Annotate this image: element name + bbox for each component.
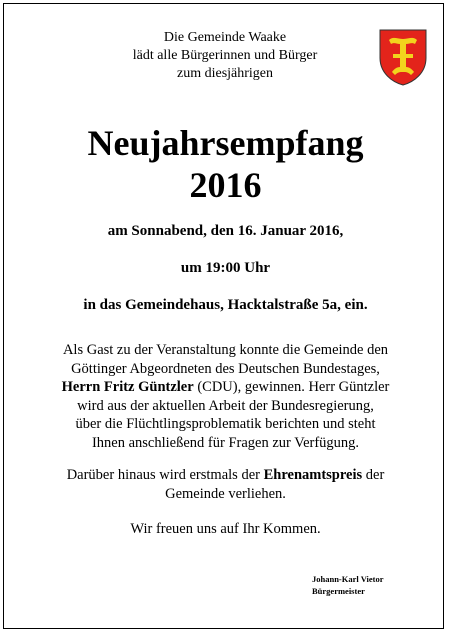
closing-line: Wir freuen uns auf Ihr Kommen. [130, 521, 321, 537]
intro-line-invites: lädt alle Bürgerinnen und Bürger [132, 48, 318, 63]
paragraph-line: Als Gast zu der Veranstaltung konnte die Gemeinde den [62, 342, 389, 358]
signatory-role: Bürgermeister [312, 586, 365, 596]
event-venue: in das Gemeindehaus, Hacktalstraße 5a, ein. [83, 297, 368, 313]
paragraph-line [0, 378, 451, 397]
coat-of-arms-icon [377, 27, 429, 87]
paragraph-line: wird aus der aktuellen Arbeit der Bundesregierung, [77, 397, 374, 414]
event-date: am Sonnabend, den 16. Januar 2016, [107, 223, 344, 239]
intro-line-annual: zum diesjährigen [176, 66, 274, 81]
signatory-name: Johann-Karl Vietor [312, 574, 384, 584]
paragraph-line: über die Flüchtlingsproblematik berichten und steht [75, 416, 376, 432]
paragraph-line: Gemeinde verliehen. [165, 485, 286, 502]
event-year: 2016 [189, 165, 262, 205]
paragraph-text: der [362, 467, 385, 483]
signature-block [312, 573, 384, 597]
event-time: um 19:00 Uhr [180, 260, 271, 276]
paragraph-line [0, 466, 451, 485]
invitation-intro [100, 29, 350, 83]
award-name: Ehrenamtspreis [263, 467, 363, 483]
guest-paragraph [0, 341, 451, 452]
paragraph-line: Göttinger Abgeordneten des Deutschen Bundestages, [71, 360, 380, 377]
paragraph-line: Ihnen anschließend für Fragen zur Verfügung. [91, 434, 360, 451]
intro-line-municipality: Die Gemeinde Waake [163, 30, 287, 45]
paragraph-text: Darüber hinaus wird erstmals der [66, 467, 264, 483]
paragraph-text: (CDU), gewinnen. Herr Güntzler [193, 379, 390, 395]
guest-name: Herrn Fritz Güntzler [61, 379, 194, 395]
event-title: Neujahrsempfang [87, 123, 364, 163]
award-paragraph [0, 466, 451, 503]
